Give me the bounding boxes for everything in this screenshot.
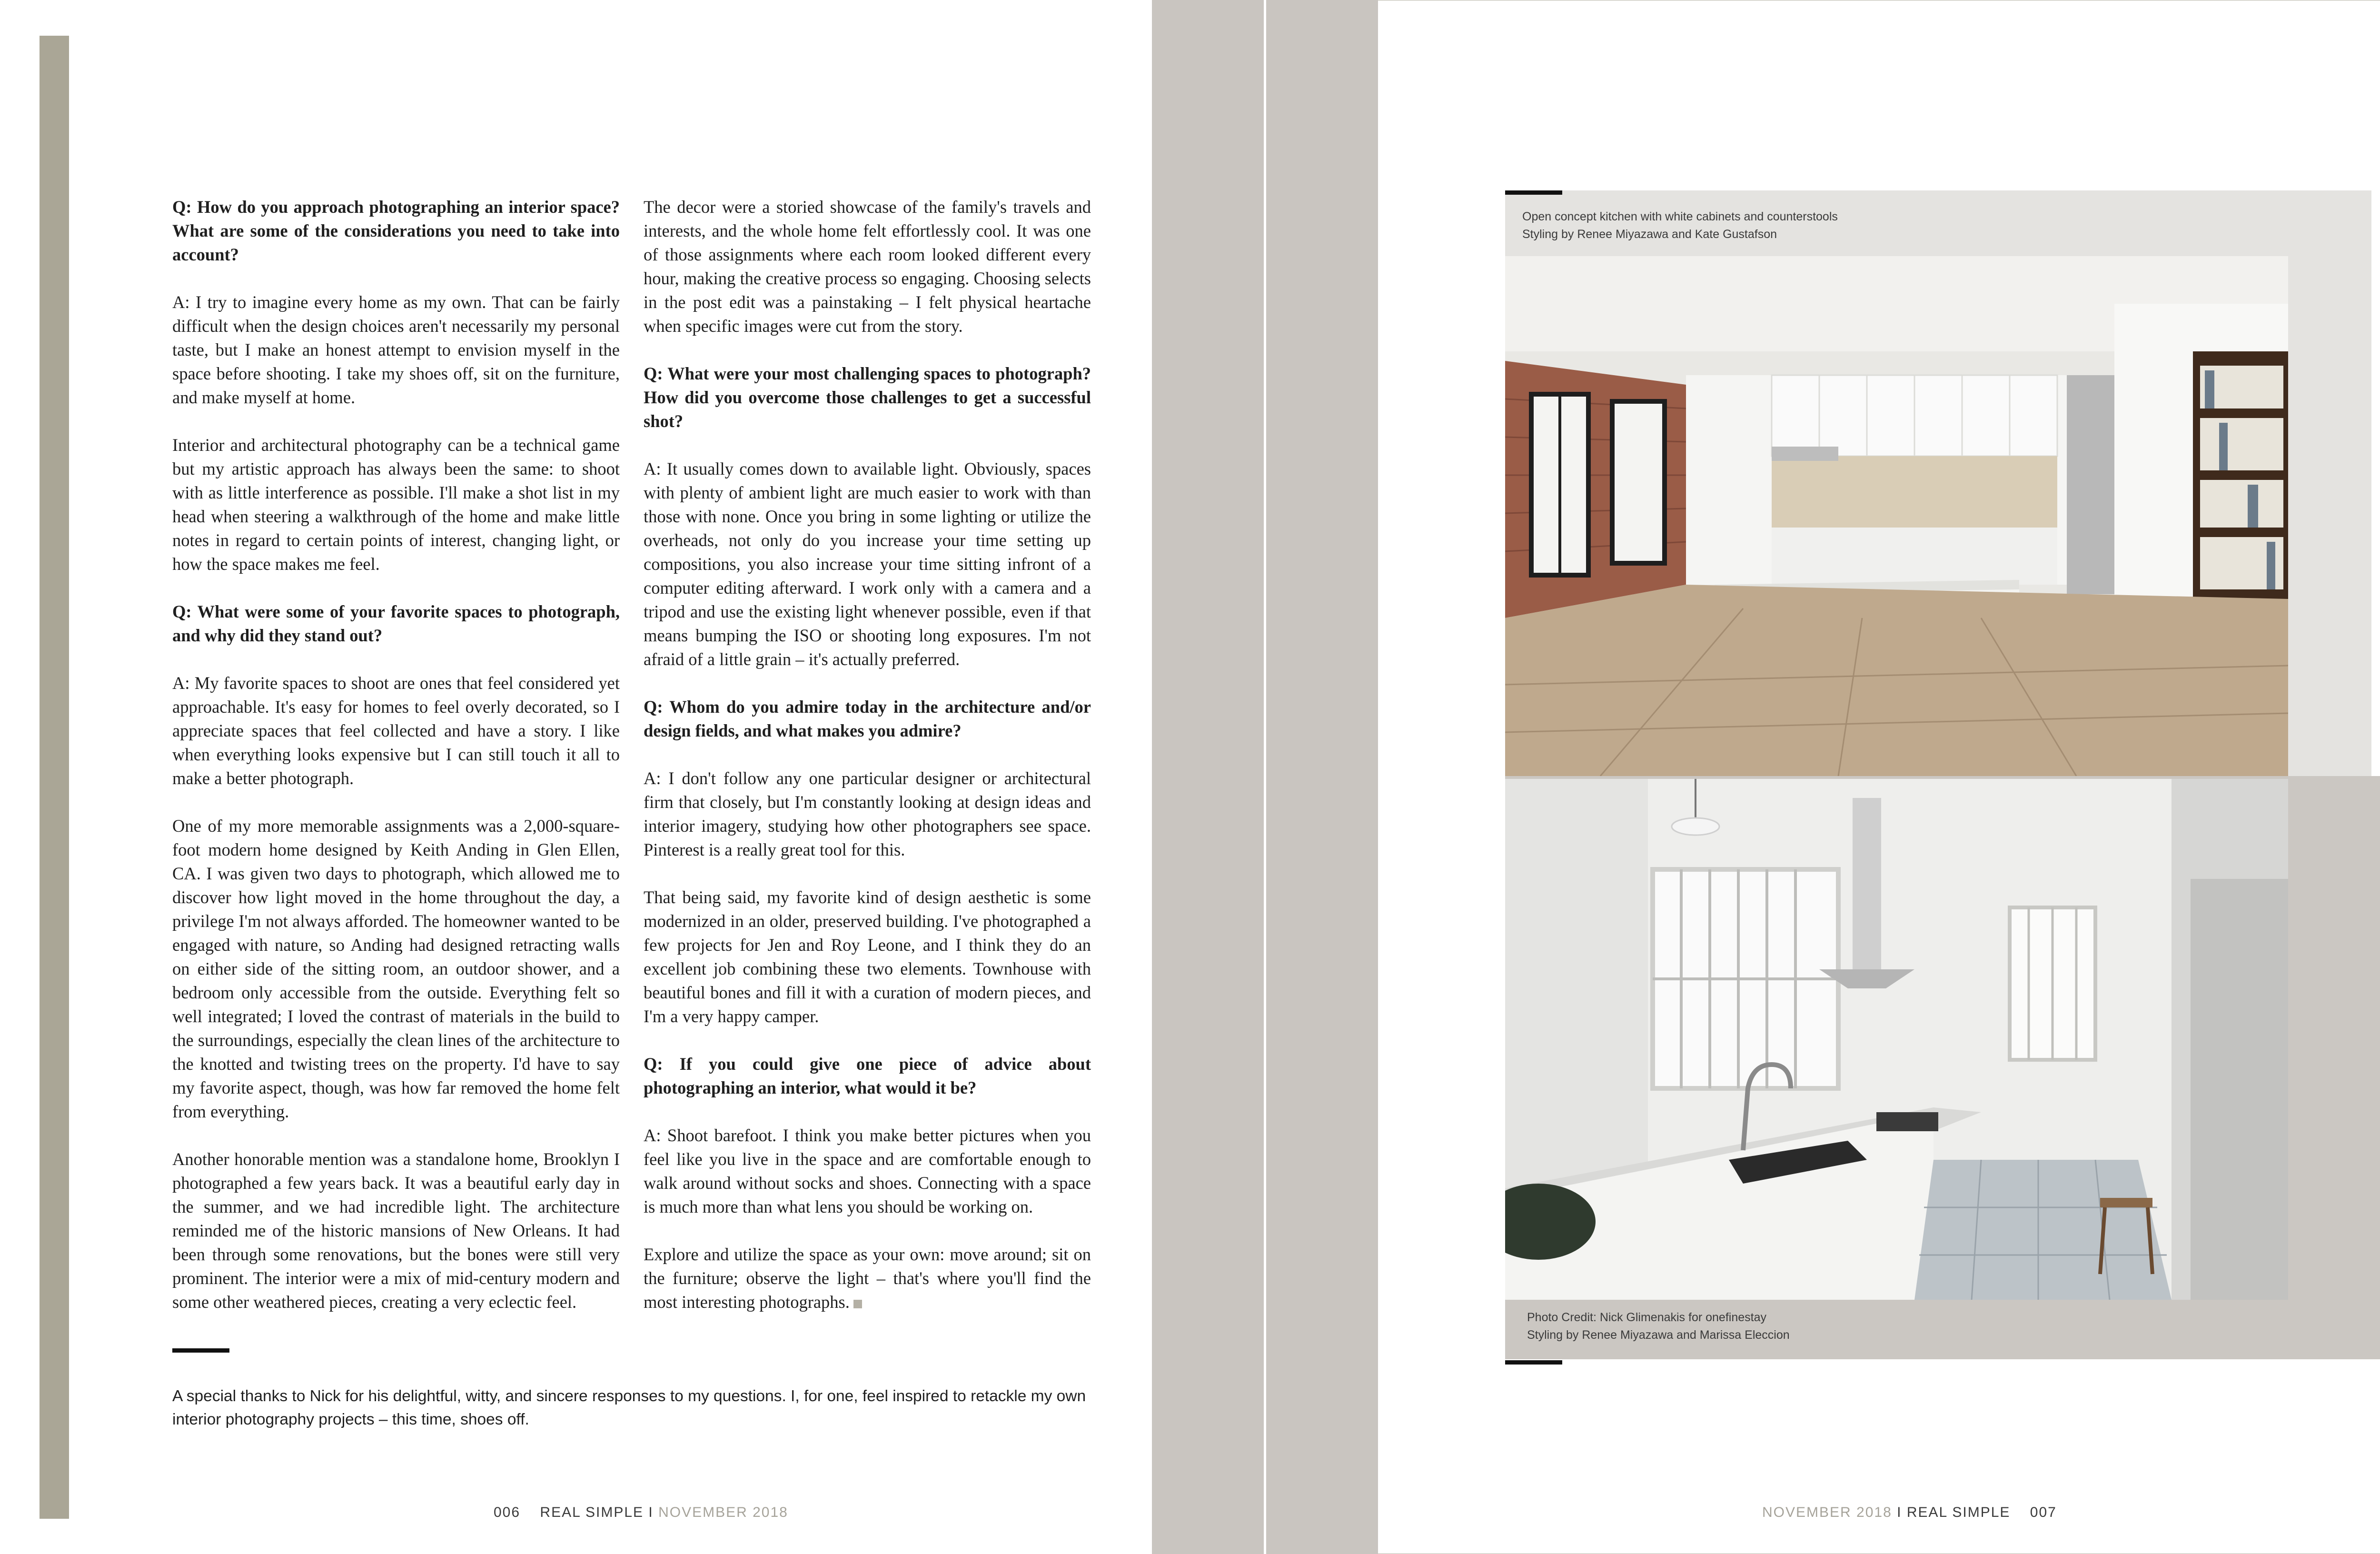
folio-page-number: 006 xyxy=(494,1504,521,1520)
paragraph-text: The decor were a storied showcase of the family's travels and interests, and the whole home felt effortlessly cool. It was one of those assignments where each room looked different every hour, making the creative process so engaging. Choosing selects in the post edit was a painstaking – I felt physical heartache when specific images were cut from the story. xyxy=(644,197,1091,336)
paragraph-text: A: My favorite spaces to shoot are ones that feel considered yet approachable. It's easy for homes to feel overly decorated, so I appreciate spaces that feel collected and have a story. I like when everything looks expensive but I can still touch it all to make a better photograph. xyxy=(172,673,620,788)
paragraph-text: Q: Whom do you admire today in the architecture and/or design fields, and what makes you admire? xyxy=(644,697,1091,740)
paragraph-text: Q: If you could give one piece of advice about photographing an interior, what would it be? xyxy=(644,1054,1091,1097)
caption-top xyxy=(1522,208,1838,243)
caption-top-line1: Open concept kitchen with white cabinets and counterstools xyxy=(1522,210,1838,223)
interview-question xyxy=(644,1052,1091,1100)
interview-answer xyxy=(172,290,620,409)
interview-question xyxy=(172,600,620,648)
paragraph-text: Q: How do you approach photographing an interior space? What are some of the considerations you need to take into account? xyxy=(172,197,620,264)
caption-bottom-line1: Photo Credit: Nick Glimenakis for onefinestay xyxy=(1527,1311,1766,1324)
paragraph-text: A: I try to imagine every home as my own. That can be fairly difficult when the design choices aren't necessarily my personal taste, but I make an honest attempt to envision myself in the space before shooting. I take my shoes off, sit on the furniture, and make myself at home. xyxy=(172,292,620,407)
interview-answer xyxy=(644,457,1091,671)
paragraph-text: Q: What were some of your favorite spaces to photograph, and why did they stand out? xyxy=(172,602,620,645)
interview-question xyxy=(644,362,1091,433)
interview-answer xyxy=(644,1124,1091,1219)
interview-answer xyxy=(172,814,620,1124)
kitchen-photo xyxy=(1505,256,2288,776)
interview-answer xyxy=(644,886,1091,1028)
interview-answer xyxy=(644,195,1091,338)
paragraph-text: Q: What were your most challenging spaces to photograph? How did you overcome those challenges to get a successful shot? xyxy=(644,364,1091,431)
closing-rule xyxy=(172,1348,229,1353)
left-accent-bar xyxy=(40,36,69,1519)
paragraph-text: A: It usually comes down to available light. Obviously, spaces with plenty of ambient light are much easier to work with than those with none. Once you bring in some lighting or utilize the overheads, not only do you increase your time setting up compositions, you also increase your time sitting infront of a computer editing afterward. I work only with a camera and a tripod and use the existing light whenever possible, even if that means bumping the ISO or shooting long exposures. I'm not afraid of a little grain – it's actually preferred. xyxy=(644,459,1091,669)
paragraph-text: Explore and utilize the space as your own: move around; sit on the furniture; observe the light – that's where you'll find the most interesting photographs. xyxy=(644,1245,1091,1312)
interview-answer xyxy=(644,1243,1091,1314)
gutter-panel-left xyxy=(1152,0,1264,1554)
folio-issue: NOVEMBER 2018 xyxy=(658,1504,788,1520)
paragraph-text: A: I don't follow any one particular designer or architectural firm that closely, but I'm constantly looking at design ideas and interior imagery, studying how other photographers see space. Pinterest is a really great tool for this. xyxy=(644,768,1091,859)
interview-answer xyxy=(172,433,620,576)
article-column-2 xyxy=(644,195,1091,1338)
right-folio xyxy=(1762,1504,2057,1521)
interview-answer xyxy=(644,767,1091,862)
folio-magazine: REAL SIMPLE xyxy=(540,1504,644,1520)
galley-kitchen-photo xyxy=(1505,779,2288,1300)
end-of-article-mark xyxy=(853,1300,862,1308)
caption-bottom xyxy=(1527,1309,1790,1344)
thanks-note: A special thanks to Nick for his delightful, witty, and sincere responses to my questions. I, for one, feel inspired to retackle my own interior photography projects – this time, shoes off. xyxy=(172,1387,1086,1428)
interview-question xyxy=(644,695,1091,743)
folio-separator: I xyxy=(1897,1504,1902,1520)
paragraph-text: Interior and architectural photography can be a technical game but my artistic approach has always been the same: to shoot with as little interference as possible. I'll make a shot list in my head when steering a walkthrough of the home and make little notes in regard to certain points of interest, changing light, or how the space makes me feel. xyxy=(172,435,620,574)
paragraph-text: Another honorable mention was a standalone home, Brooklyn I photographed a few years back. It was a beautiful early day in the summer, and we had incredible light. The architecture reminded me of the historic mansions of New Orleans. It had been through some renovations, but the bones were still very prominent. The interior were a mix of mid-century modern and some other weathered pieces, creating a very eclectic feel. xyxy=(172,1149,620,1312)
paragraph-text: One of my more memorable assignments was a 2,000-square-foot modern home designed by Keith Anding in Glen Ellen, CA. I was given two days to photograph, which allowed me to discover how light moved in the home throughout the day, a privilege I'm not always afforded. The homeowner wanted to be engaged with nature, so Anding had designed retracting walls on either side of the sitting room, an outdoor shower, and a bedroom only accessible from the outside. Everything felt so well integrated; I loved the contrast of materials in the build to the surroundings, especially the clean lines of the architecture to the knotted and twisting trees on the property. I'd have to say my favorite aspect, though, was how far removed the home felt from everything. xyxy=(172,816,620,1121)
paragraph-text: That being said, my favorite kind of design aesthetic is some modernized in an older, preserved building. I've photographed a few projects for Jen and Roy Leone, and I think they do an excellent job combining these two elements. Townhouse with beautiful bones and fill it with a curation of modern pieces, and I'm a very happy camper. xyxy=(644,887,1091,1026)
caption-top-line2: Styling by Renee Miyazawa and Kate Gustafson xyxy=(1522,228,1777,241)
folio-magazine: REAL SIMPLE xyxy=(1906,1504,2011,1520)
interview-question xyxy=(172,195,620,267)
bottom-caption-rule xyxy=(1505,1360,1562,1365)
article-column-1 xyxy=(172,195,620,1338)
folio-separator: I xyxy=(648,1504,654,1520)
gutter-panel-right xyxy=(1266,0,1378,1554)
folio-page-number: 007 xyxy=(2030,1504,2057,1520)
caption-bottom-line2: Styling by Renee Miyazawa and Marissa Eleccion xyxy=(1527,1328,1790,1342)
interview-answer xyxy=(172,1147,620,1314)
top-caption-rule xyxy=(1505,190,1562,195)
folio-issue: NOVEMBER 2018 xyxy=(1762,1504,1892,1520)
left-folio xyxy=(494,1504,788,1521)
paragraph-text: A: Shoot barefoot. I think you make better pictures when you feel like you live in the space and are comfortable enough to walk around without socks and shoes. Connecting with a space is much more than what lens you should be working on. xyxy=(644,1126,1091,1216)
interview-answer xyxy=(172,671,620,790)
